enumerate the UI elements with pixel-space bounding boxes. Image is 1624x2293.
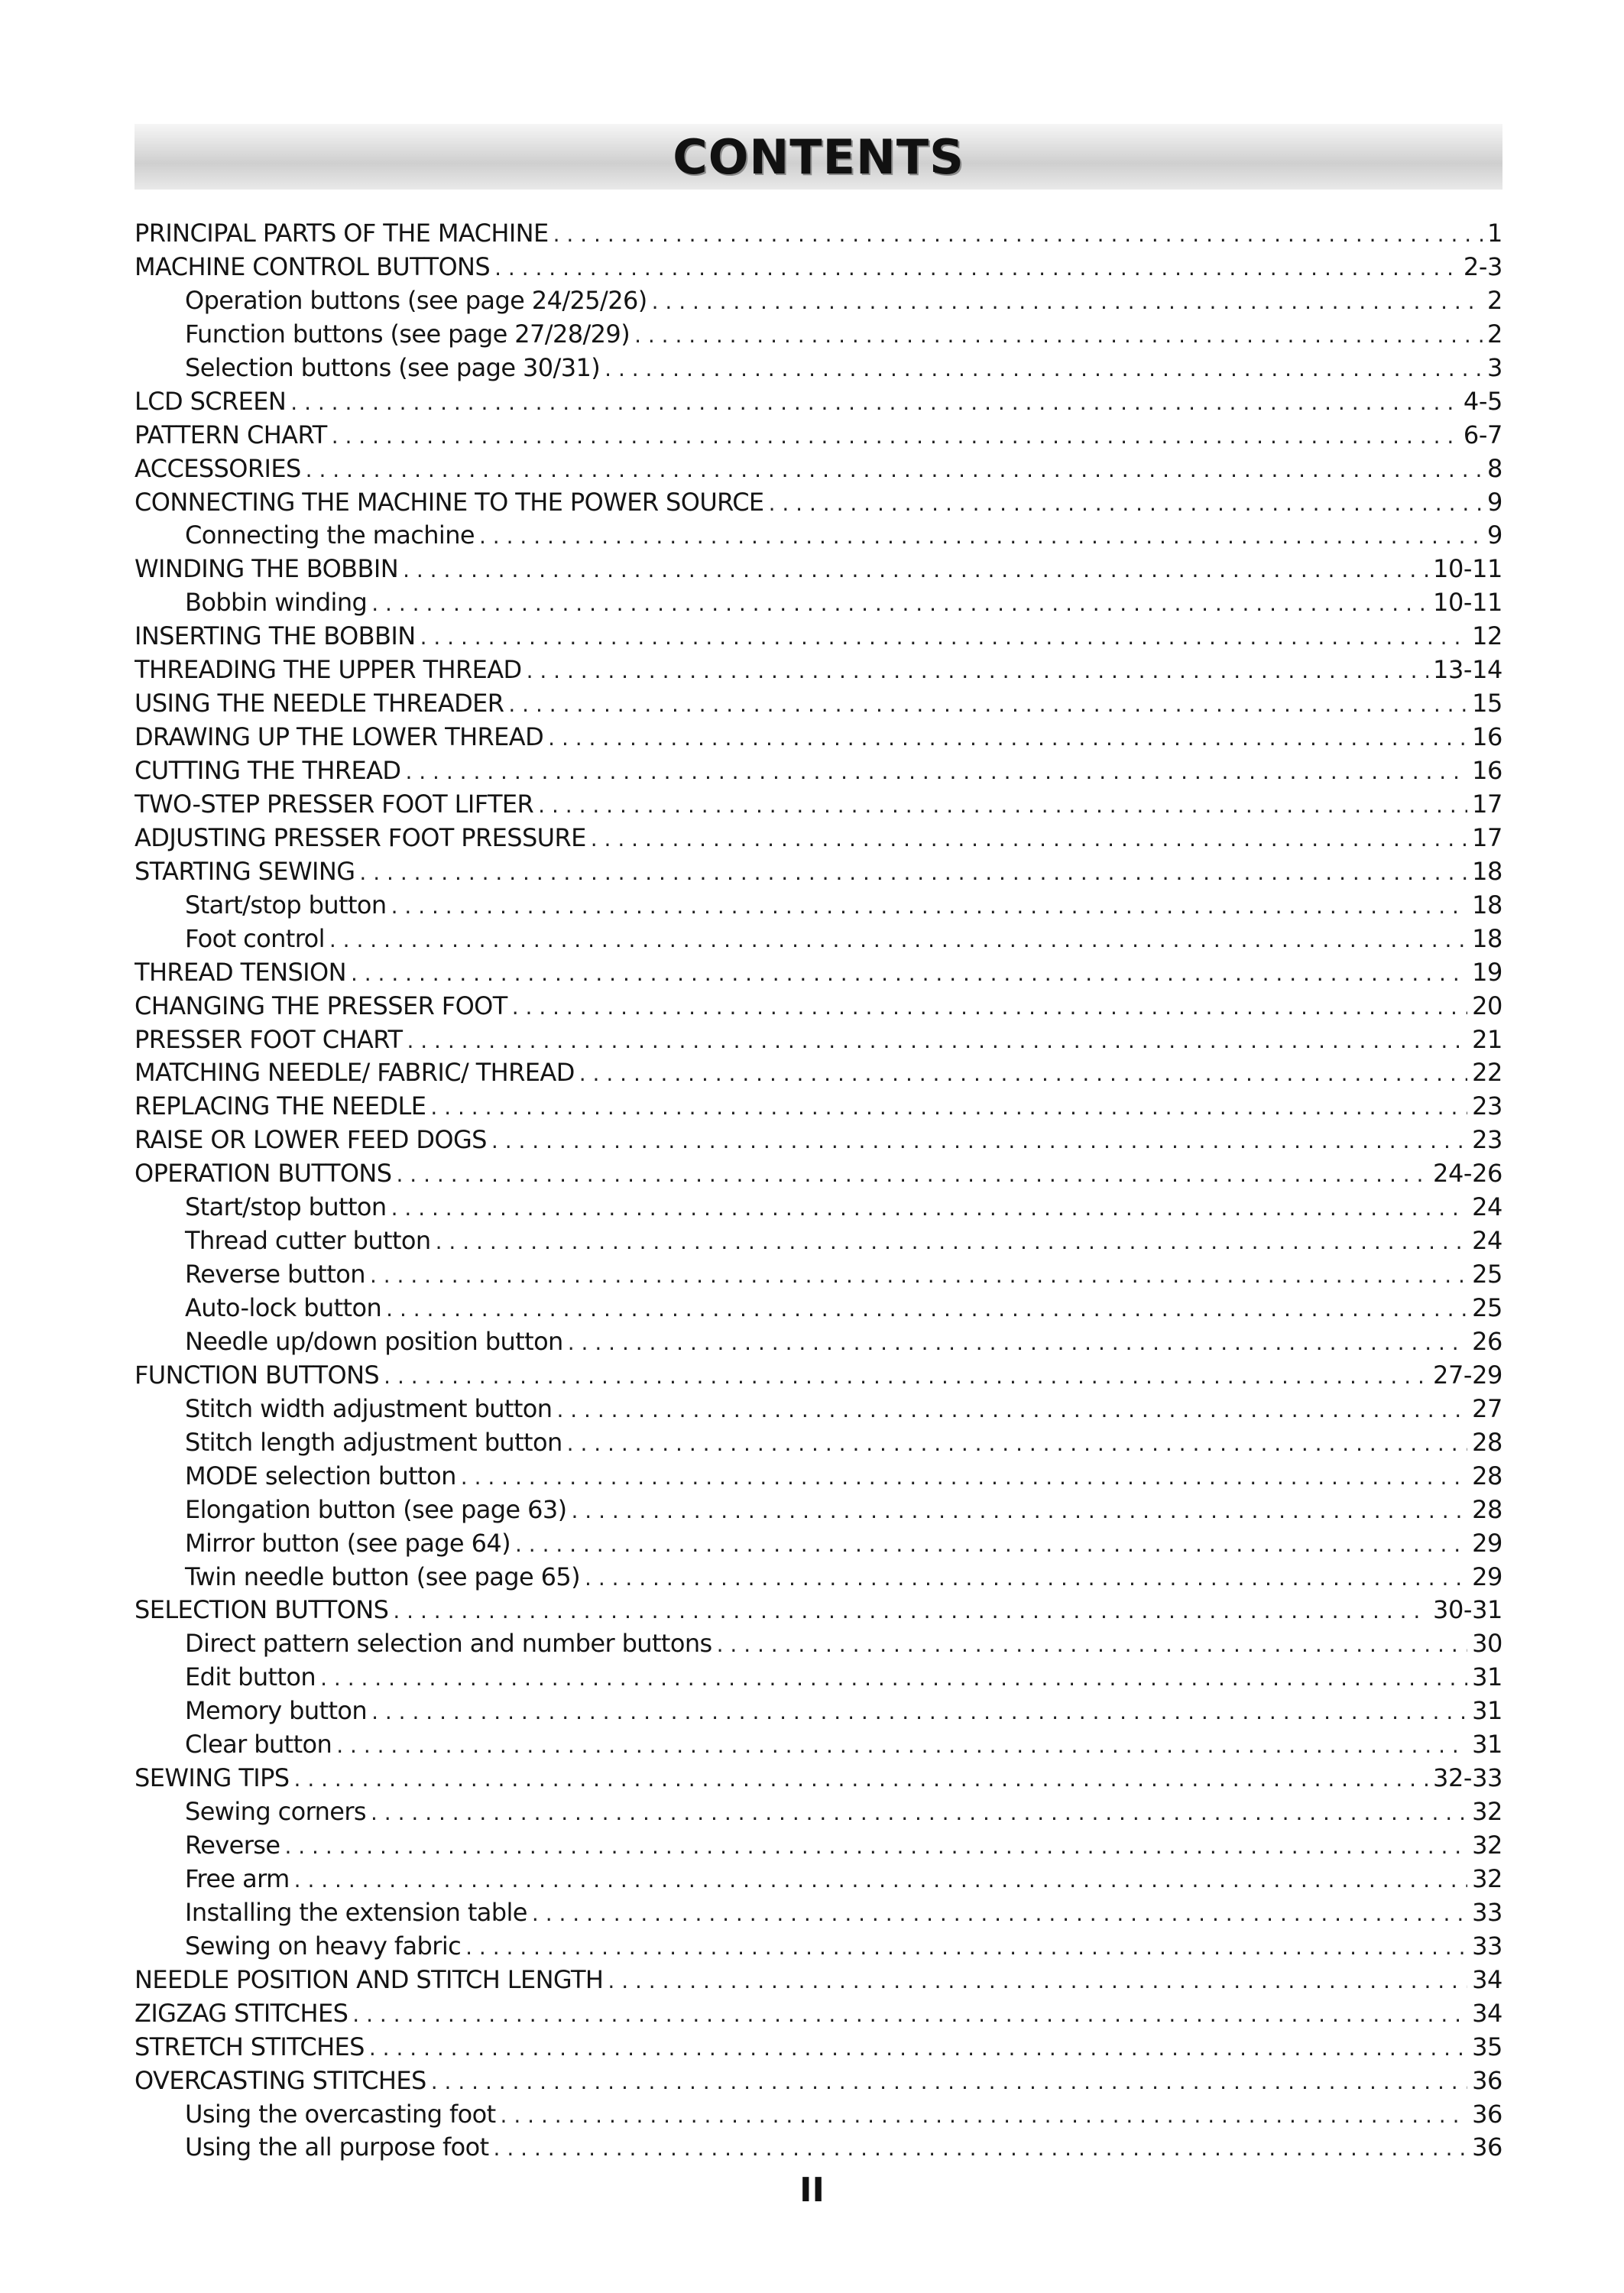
dot-leader bbox=[391, 890, 1467, 923]
toc-entry bbox=[135, 788, 1502, 822]
toc-entry bbox=[135, 721, 1502, 754]
toc-entry bbox=[135, 2098, 1502, 2132]
toc-entry-page: 4-5 bbox=[1463, 386, 1502, 416]
toc-entry bbox=[135, 687, 1502, 721]
toc-entry-page: 30-31 bbox=[1433, 1595, 1502, 1625]
dot-leader bbox=[336, 1729, 1467, 1762]
toc-entry-title: Twin needle button (see page 65) bbox=[185, 1562, 581, 1591]
toc-entry-page: 24 bbox=[1472, 1192, 1502, 1222]
toc-entry-title: REPLACING THE NEEDLE bbox=[135, 1091, 426, 1121]
toc-entry-page: 33 bbox=[1472, 1897, 1502, 1927]
toc-entry bbox=[135, 1762, 1502, 1795]
toc-entry-title: THREADING THE UPPER THREAD bbox=[135, 655, 522, 685]
toc-entry bbox=[135, 385, 1502, 419]
toc-entry-title: Free arm bbox=[185, 1863, 290, 1893]
toc-entry bbox=[135, 620, 1502, 654]
toc-entry-page: 31 bbox=[1472, 1662, 1502, 1692]
toc-entry bbox=[135, 923, 1502, 956]
dot-leader bbox=[652, 285, 1483, 318]
toc-entry-page: 25 bbox=[1472, 1293, 1502, 1322]
toc-entry-title: CHANGING THE PRESSER FOOT bbox=[135, 991, 507, 1020]
toc-entry bbox=[135, 1258, 1502, 1292]
toc-entry-page: 12 bbox=[1472, 621, 1502, 651]
toc-entry-title: Using the all purpose foot bbox=[185, 2132, 489, 2162]
toc-entry bbox=[135, 1224, 1502, 1258]
toc-entry-page: 29 bbox=[1472, 1562, 1502, 1591]
toc-entry bbox=[135, 1460, 1502, 1494]
toc-entry-title: Sewing corners bbox=[185, 1797, 366, 1827]
dot-leader bbox=[290, 386, 1459, 419]
dot-leader bbox=[371, 587, 1428, 620]
toc-entry-page: 3 bbox=[1487, 352, 1502, 382]
dot-leader bbox=[371, 1796, 1467, 1829]
toc-entry-page: 13-14 bbox=[1433, 655, 1502, 685]
page-title: CONTENTS bbox=[673, 128, 964, 185]
contents-banner bbox=[135, 124, 1502, 190]
toc-entry-page: 17 bbox=[1472, 822, 1502, 852]
dot-leader bbox=[405, 755, 1467, 788]
toc-entry-title: Operation buttons (see page 24/25/26) bbox=[185, 285, 647, 315]
toc-entry-title: CUTTING THE THREAD bbox=[135, 756, 401, 785]
toc-entry bbox=[135, 654, 1502, 687]
toc-entry bbox=[135, 1964, 1502, 1997]
toc-entry-page: 31 bbox=[1472, 1696, 1502, 1726]
toc-entry-page: 10-11 bbox=[1433, 588, 1502, 618]
toc-entry-page: 16 bbox=[1472, 756, 1502, 785]
toc-entry bbox=[135, 754, 1502, 788]
toc-entry bbox=[135, 1795, 1502, 1829]
toc-entry bbox=[135, 452, 1502, 486]
toc-entry-title: Stitch length adjustment button bbox=[185, 1427, 562, 1457]
toc-entry-title: Function buttons (see page 27/28/29) bbox=[185, 319, 630, 349]
toc-entry bbox=[135, 1829, 1502, 1863]
toc-entry-page: 6-7 bbox=[1463, 420, 1502, 449]
dot-leader bbox=[567, 1427, 1467, 1460]
toc-entry bbox=[135, 1124, 1502, 1157]
toc-entry-title: ZIGZAG STITCHES bbox=[135, 1998, 348, 2028]
dot-leader bbox=[479, 520, 1483, 553]
toc-entry bbox=[135, 1056, 1502, 1090]
dot-leader bbox=[465, 1931, 1467, 1964]
toc-entry-title: WINDING THE BOBBIN bbox=[135, 554, 399, 584]
dot-leader bbox=[351, 957, 1467, 990]
page-number: II bbox=[799, 2171, 825, 2210]
toc-entry-page: 17 bbox=[1472, 789, 1502, 819]
dot-leader bbox=[352, 1998, 1467, 2031]
toc-entry bbox=[135, 1627, 1502, 1661]
dot-leader bbox=[371, 1695, 1467, 1728]
table-of-contents bbox=[135, 217, 1502, 2165]
toc-entry-page: 36 bbox=[1472, 2132, 1502, 2162]
toc-entry-page: 36 bbox=[1472, 2099, 1502, 2129]
dot-leader bbox=[430, 1091, 1467, 1124]
toc-entry-page: 9 bbox=[1487, 521, 1502, 550]
dot-leader bbox=[461, 1461, 1467, 1494]
dot-leader bbox=[571, 1494, 1467, 1527]
toc-entry-title: Using the overcasting foot bbox=[185, 2099, 496, 2129]
dot-leader bbox=[306, 453, 1483, 486]
toc-entry-page: 28 bbox=[1472, 1494, 1502, 1524]
toc-entry-title: Reverse bbox=[185, 1831, 280, 1860]
toc-entry bbox=[135, 1191, 1502, 1224]
dot-leader bbox=[568, 1326, 1467, 1359]
toc-entry-title: MACHINE CONTROL BUTTONS bbox=[135, 251, 491, 281]
dot-leader bbox=[515, 1528, 1467, 1561]
toc-entry bbox=[135, 855, 1502, 889]
toc-entry-title: Memory button bbox=[185, 1696, 368, 1726]
toc-entry-title: PRESSER FOOT CHART bbox=[135, 1024, 403, 1054]
dot-leader bbox=[329, 923, 1467, 956]
dot-leader bbox=[548, 722, 1467, 754]
dot-leader bbox=[494, 2132, 1468, 2165]
toc-entry-title: STARTING SEWING bbox=[135, 856, 355, 886]
toc-entry bbox=[135, 2031, 1502, 2064]
toc-entry-title: Mirror button (see page 64) bbox=[185, 1528, 511, 1558]
dot-leader bbox=[370, 1259, 1467, 1292]
toc-entry-title: PATTERN CHART bbox=[135, 420, 327, 449]
toc-entry bbox=[135, 1896, 1502, 1930]
toc-entry bbox=[135, 1695, 1502, 1728]
toc-entry-page: 33 bbox=[1472, 1931, 1502, 1961]
toc-entry-title: OPERATION BUTTONS bbox=[135, 1159, 392, 1189]
dot-leader bbox=[608, 1964, 1467, 1997]
toc-entry-title: Connecting the machine bbox=[185, 521, 475, 550]
toc-entry-title: DRAWING UP THE LOWER THREAD bbox=[135, 722, 544, 752]
dot-leader bbox=[386, 1292, 1467, 1325]
toc-entry-page: 16 bbox=[1472, 722, 1502, 752]
toc-entry-title: Needle up/down position button bbox=[185, 1326, 563, 1356]
toc-entry-title: Start/stop button bbox=[185, 890, 387, 919]
toc-entry-page: 27 bbox=[1472, 1393, 1502, 1423]
toc-entry-page: 28 bbox=[1472, 1461, 1502, 1490]
toc-entry-title: Installing the extension table bbox=[185, 1897, 527, 1927]
dot-leader bbox=[512, 991, 1467, 1023]
toc-entry bbox=[135, 586, 1502, 620]
dot-leader bbox=[284, 1830, 1467, 1863]
dot-leader bbox=[294, 1763, 1428, 1795]
dot-leader bbox=[294, 1863, 1467, 1896]
toc-entry-page: 32 bbox=[1472, 1863, 1502, 1893]
toc-entry bbox=[135, 1393, 1502, 1426]
toc-entry bbox=[135, 519, 1502, 553]
toc-entry-page: 2-3 bbox=[1463, 251, 1502, 281]
toc-entry-page: 2 bbox=[1487, 285, 1502, 315]
toc-entry-page: 19 bbox=[1472, 957, 1502, 987]
toc-entry-page: 8 bbox=[1487, 453, 1502, 483]
toc-entry bbox=[135, 1527, 1502, 1561]
toc-entry-title: Start/stop button bbox=[185, 1192, 387, 1222]
toc-entry-title: RAISE OR LOWER FEED DOGS bbox=[135, 1125, 487, 1155]
toc-entry bbox=[135, 889, 1502, 923]
dot-leader bbox=[717, 1628, 1467, 1661]
toc-entry-title: Selection buttons (see page 30/31) bbox=[185, 352, 601, 382]
toc-entry-page: 35 bbox=[1472, 2032, 1502, 2061]
dot-leader bbox=[585, 1562, 1467, 1594]
toc-entry-title: Auto-lock button bbox=[185, 1293, 382, 1322]
toc-entry-title: Edit button bbox=[185, 1662, 316, 1692]
dot-leader bbox=[403, 553, 1428, 586]
dot-leader bbox=[359, 856, 1467, 889]
toc-entry-page: 24-26 bbox=[1433, 1159, 1502, 1189]
dot-leader bbox=[407, 1024, 1467, 1057]
toc-entry-page: 9 bbox=[1487, 487, 1502, 517]
dot-leader bbox=[491, 1124, 1467, 1157]
dot-leader bbox=[332, 420, 1459, 452]
toc-entry bbox=[135, 1325, 1502, 1359]
toc-entry bbox=[135, 822, 1502, 855]
toc-entry-title: FUNCTION BUTTONS bbox=[135, 1360, 380, 1390]
dot-leader bbox=[494, 251, 1459, 284]
toc-entry-page: 22 bbox=[1472, 1058, 1502, 1088]
toc-entry bbox=[135, 1661, 1502, 1695]
toc-entry-page: 1 bbox=[1487, 219, 1502, 248]
toc-entry bbox=[135, 1930, 1502, 1964]
dot-leader bbox=[605, 352, 1483, 385]
toc-entry-page: 32 bbox=[1472, 1797, 1502, 1827]
toc-entry bbox=[135, 419, 1502, 452]
toc-entry-page: 30 bbox=[1472, 1629, 1502, 1659]
toc-entry-page: 25 bbox=[1472, 1260, 1502, 1289]
toc-entry-page: 23 bbox=[1472, 1091, 1502, 1121]
toc-entry-page: 23 bbox=[1472, 1125, 1502, 1155]
toc-entry-title: ADJUSTING PRESSER FOOT PRESSURE bbox=[135, 822, 586, 852]
dot-leader bbox=[591, 822, 1467, 855]
toc-entry bbox=[135, 1494, 1502, 1527]
toc-entry-page: 29 bbox=[1472, 1528, 1502, 1558]
dot-leader bbox=[556, 1393, 1467, 1426]
dot-leader bbox=[769, 487, 1483, 520]
toc-entry bbox=[135, 1359, 1502, 1393]
toc-entry bbox=[135, 352, 1502, 385]
toc-entry-title: MODE selection button bbox=[185, 1461, 456, 1490]
dot-leader bbox=[634, 319, 1483, 352]
toc-entry-page: 18 bbox=[1472, 890, 1502, 919]
toc-entry bbox=[135, 486, 1502, 520]
toc-entry bbox=[135, 1728, 1502, 1762]
toc-entry bbox=[135, 284, 1502, 318]
toc-entry-page: 26 bbox=[1472, 1326, 1502, 1356]
toc-entry bbox=[135, 956, 1502, 990]
toc-entry-page: 32-33 bbox=[1433, 1763, 1502, 1793]
toc-entry bbox=[135, 1157, 1502, 1191]
toc-entry-title: CONNECTING THE MACHINE TO THE POWER SOURCE bbox=[135, 487, 764, 517]
toc-entry-title: SELECTION BUTTONS bbox=[135, 1595, 389, 1625]
toc-entry-title: THREAD TENSION bbox=[135, 957, 346, 987]
toc-entry-page: 20 bbox=[1472, 991, 1502, 1020]
toc-entry bbox=[135, 1594, 1502, 1627]
toc-entry-title: PRINCIPAL PARTS OF THE MACHINE bbox=[135, 219, 549, 248]
dot-leader bbox=[538, 789, 1467, 822]
toc-entry-page: 36 bbox=[1472, 2065, 1502, 2095]
toc-entry-title: Elongation button (see page 63) bbox=[185, 1494, 567, 1524]
toc-entry-page: 2 bbox=[1487, 319, 1502, 349]
dot-leader bbox=[431, 2065, 1467, 2098]
toc-entry-title: OVERCASTING STITCHES bbox=[135, 2065, 426, 2095]
toc-entry-title: NEEDLE POSITION AND STITCH LENGTH bbox=[135, 1964, 604, 1994]
toc-entry-title: Thread cutter button bbox=[185, 1226, 431, 1256]
toc-entry-title: Stitch width adjustment button bbox=[185, 1393, 553, 1423]
toc-entry bbox=[135, 1997, 1502, 2031]
toc-entry-title: Foot control bbox=[185, 923, 325, 953]
toc-entry-page: 18 bbox=[1472, 856, 1502, 886]
dot-leader bbox=[384, 1360, 1428, 1393]
toc-entry-page: 34 bbox=[1472, 1964, 1502, 1994]
dot-leader bbox=[420, 621, 1468, 654]
dot-leader bbox=[532, 1897, 1467, 1930]
dot-leader bbox=[369, 2032, 1467, 2064]
toc-entry-page: 21 bbox=[1472, 1024, 1502, 1054]
toc-entry-title: Reverse button bbox=[185, 1260, 365, 1289]
toc-entry-title: TWO-STEP PRESSER FOOT LIFTER bbox=[135, 789, 534, 819]
toc-entry bbox=[135, 990, 1502, 1023]
toc-entry bbox=[135, 318, 1502, 352]
toc-entry-title: LCD SCREEN bbox=[135, 386, 287, 416]
toc-entry bbox=[135, 217, 1502, 251]
toc-entry bbox=[135, 1292, 1502, 1325]
toc-entry-title: ACCESSORIES bbox=[135, 453, 301, 483]
toc-entry-title: USING THE NEEDLE THREADER bbox=[135, 689, 504, 718]
toc-entry bbox=[135, 2064, 1502, 2098]
toc-entry-page: 15 bbox=[1472, 689, 1502, 718]
toc-entry-page: 27-29 bbox=[1433, 1360, 1502, 1390]
dot-leader bbox=[436, 1225, 1467, 1258]
toc-entry bbox=[135, 1090, 1502, 1124]
toc-entry bbox=[135, 1023, 1502, 1057]
dot-leader bbox=[579, 1057, 1467, 1090]
toc-entry-page: 18 bbox=[1472, 923, 1502, 953]
toc-entry-page: 24 bbox=[1472, 1226, 1502, 1256]
dot-leader bbox=[396, 1158, 1428, 1191]
dot-leader bbox=[508, 688, 1467, 721]
toc-entry-title: Bobbin winding bbox=[185, 588, 368, 618]
toc-entry-title: Direct pattern selection and number buttons bbox=[185, 1629, 712, 1659]
toc-entry-title: Clear button bbox=[185, 1730, 332, 1759]
toc-entry bbox=[135, 1426, 1502, 1460]
dot-leader bbox=[527, 654, 1428, 687]
toc-entry-title: INSERTING THE BOBBIN bbox=[135, 621, 416, 651]
toc-entry-page: 28 bbox=[1472, 1427, 1502, 1457]
toc-entry-title: SEWING TIPS bbox=[135, 1763, 290, 1793]
toc-entry-page: 32 bbox=[1472, 1831, 1502, 1860]
dot-leader bbox=[553, 218, 1483, 251]
dot-leader bbox=[393, 1594, 1428, 1627]
toc-entry bbox=[135, 1561, 1502, 1594]
toc-entry-title: Sewing on heavy fabric bbox=[185, 1931, 462, 1961]
toc-entry-page: 10-11 bbox=[1433, 554, 1502, 584]
toc-entry bbox=[135, 2131, 1502, 2165]
toc-entry-page: 34 bbox=[1472, 1998, 1502, 2028]
dot-leader bbox=[391, 1192, 1467, 1224]
toc-entry bbox=[135, 251, 1502, 284]
toc-entry bbox=[135, 553, 1502, 586]
toc-entry bbox=[135, 1863, 1502, 1896]
dot-leader bbox=[320, 1662, 1467, 1695]
toc-entry-page: 31 bbox=[1472, 1730, 1502, 1759]
toc-entry-title: MATCHING NEEDLE/ FABRIC/ THREAD bbox=[135, 1058, 575, 1088]
dot-leader bbox=[501, 2099, 1468, 2132]
toc-entry-title: STRETCH STITCHES bbox=[135, 2032, 365, 2061]
